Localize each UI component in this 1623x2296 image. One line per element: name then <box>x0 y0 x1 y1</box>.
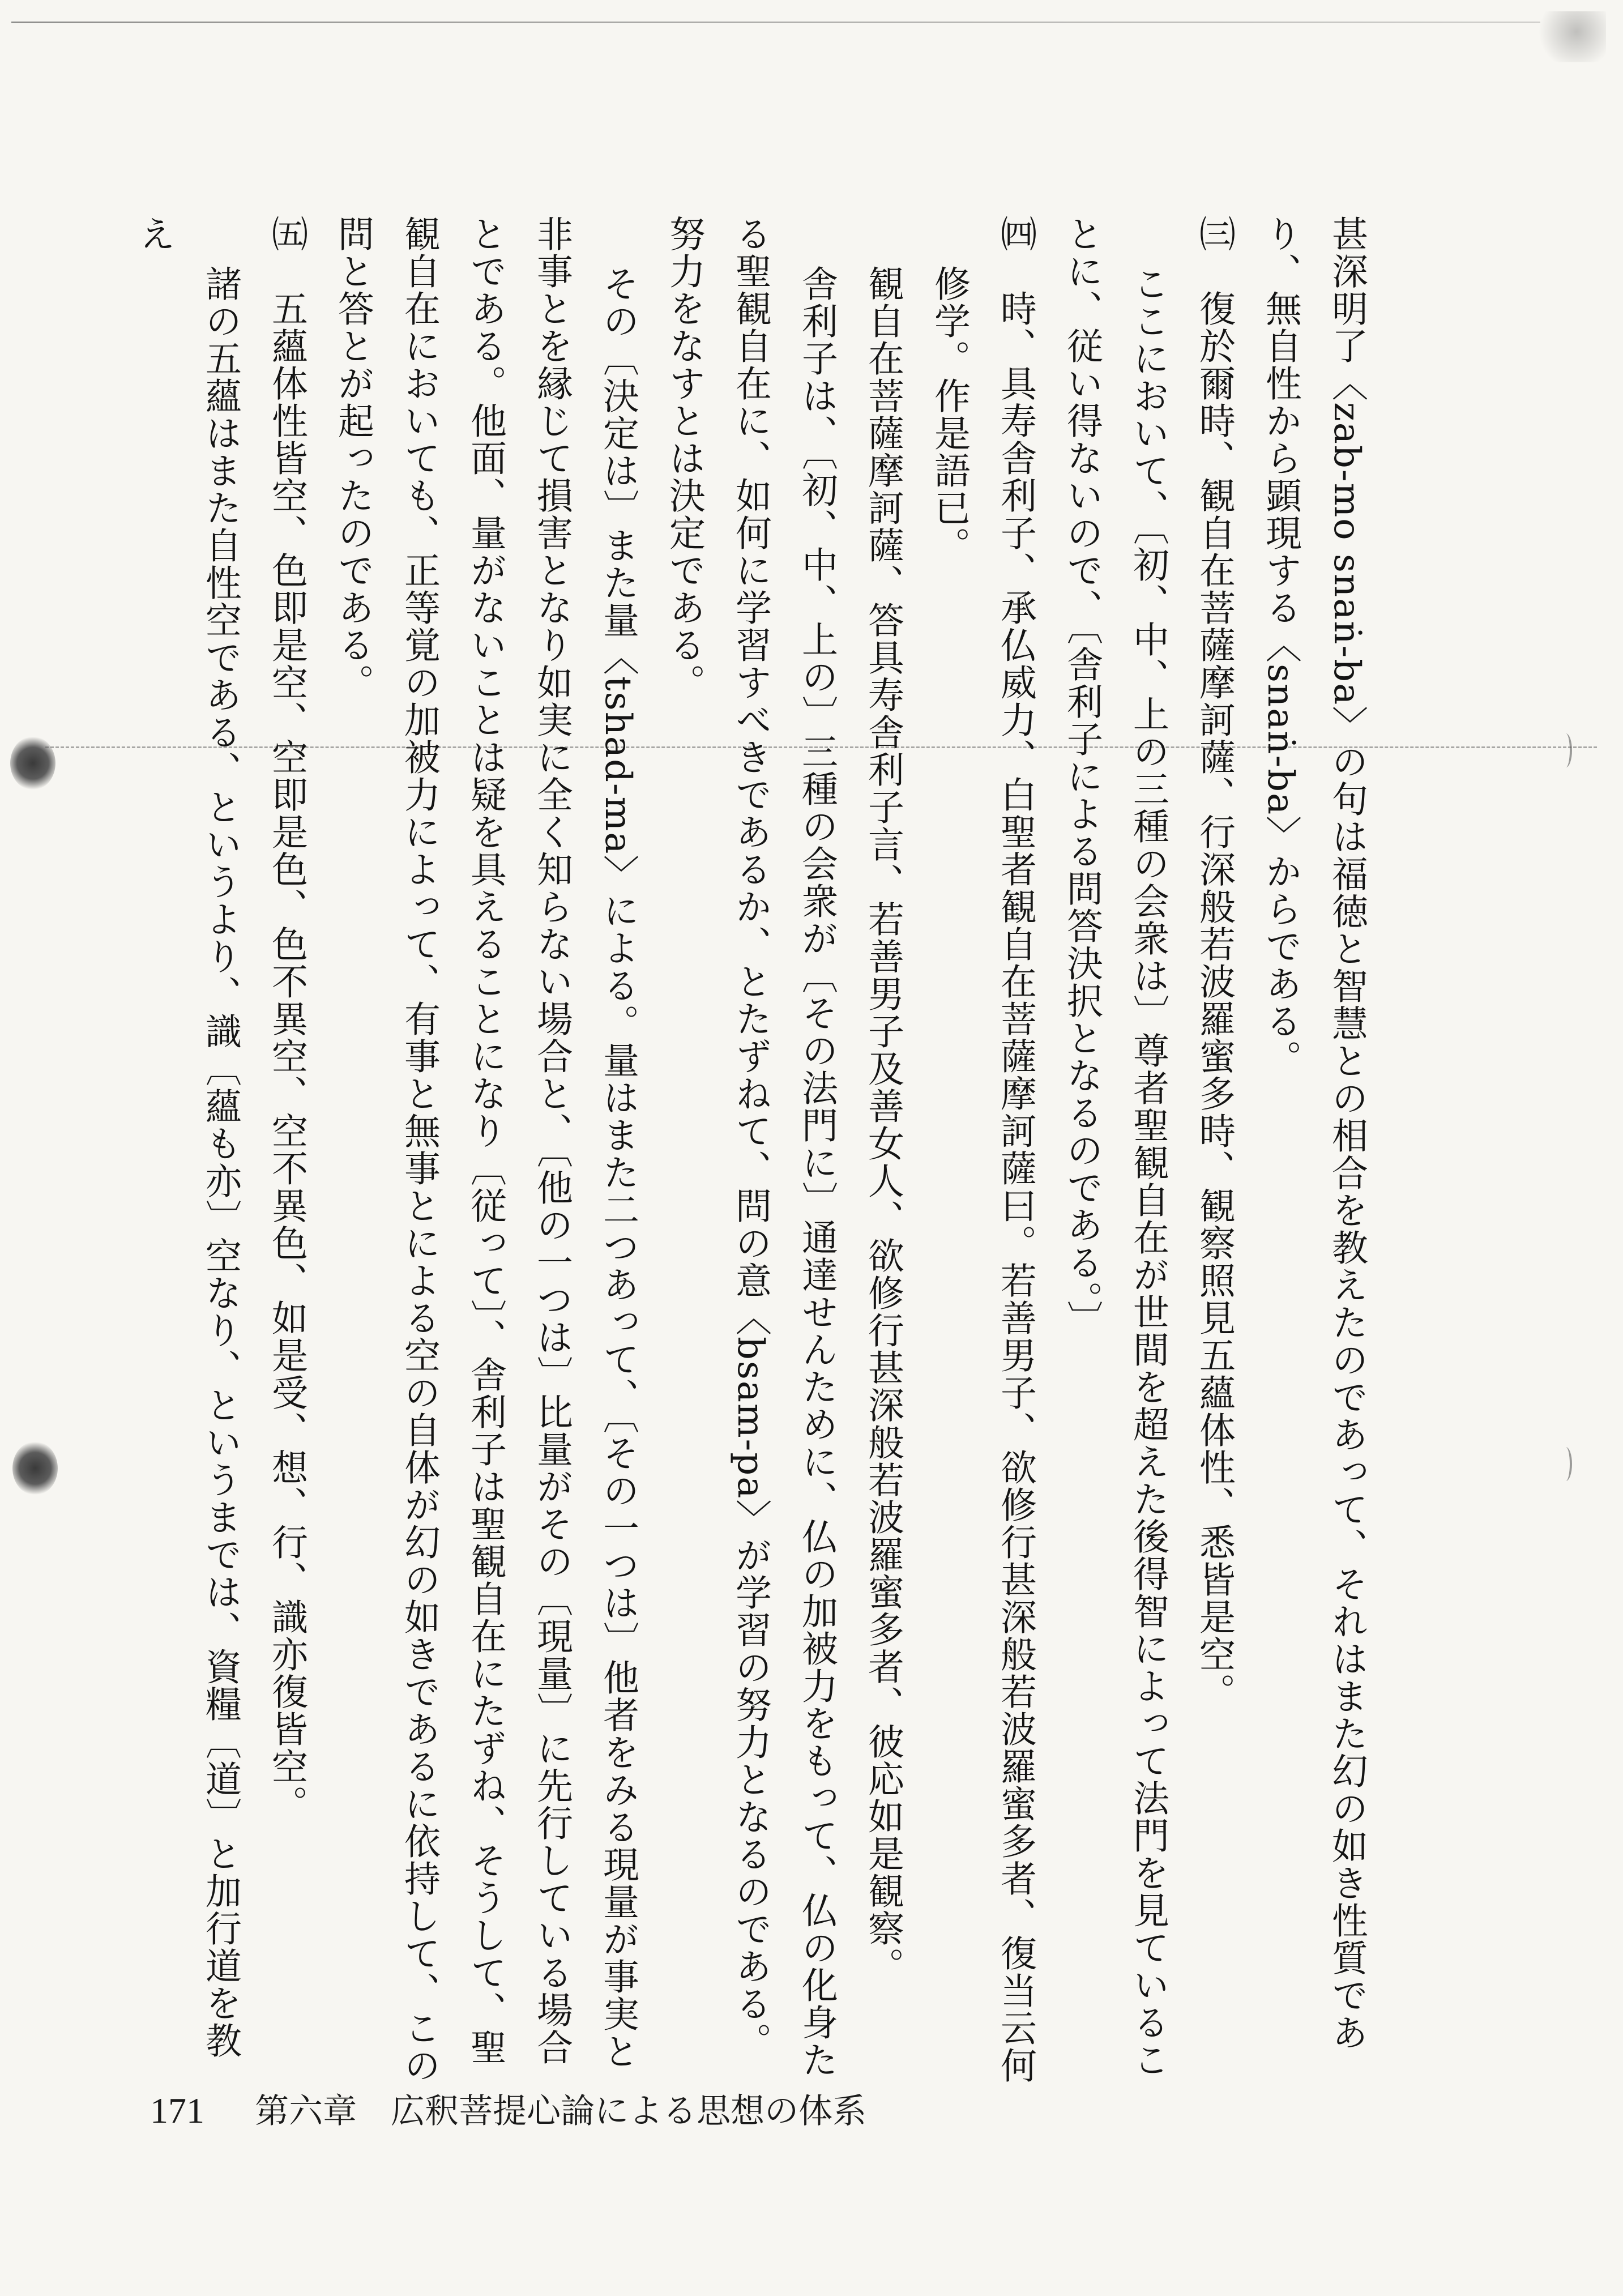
sutra-quote-4: ㈣ 時、具寿舎利子、承仏威力、白聖者観自在菩薩摩訶薩曰。若善男子、欲修行甚深般若波羅蜜多者、復当云何修学。作是語已。 <box>928 215 1036 2084</box>
page-number: 171 <box>150 2090 204 2131</box>
sutra-quote-4-continued: 観自在菩薩摩訶薩、答具寿舎利子言、若善男子及善女人、欲修行甚深般若波羅蜜多者、彼応如是観察。 <box>862 265 904 1985</box>
chapter-title: 第六章 広釈菩提心論による思想の体系 <box>255 2092 867 2131</box>
scan-edge-line <box>11 22 1540 23</box>
commentary-paragraph: その〔決定は〕また量〈tshad-ma〉による。量はまた二つあって、〔その一つは〕他者をみる現量が事実と非事とを縁じて損害となり如実に全く知らない場合と、〔他の一つは〕比量がその〔現量〕に先行している場合とである。他面、量がないことは疑を具えることになり〔従って〕、舎利子は聖観自在にたずね、そうして、聖観自在においても、正等覚の加被力によって、有事と無事とによる空の自体が幻の如きであるに依持して、この問と答とが起ったのである。 <box>332 215 639 2084</box>
scan-binding-hole-lower <box>12 1441 58 1495</box>
scan-mark-right-upper <box>1560 733 1572 767</box>
commentary-paragraph: ここにおいて、〔初、中、上の三種の会衆は〕尊者聖観自在が世間を超えた後得智によって法門を見ていることに、従い得ないので、〔舎利子による問答決択となるのである。〕 <box>1061 215 1169 2079</box>
scan-binding-hole-upper <box>10 736 55 790</box>
scan-corner-dust <box>1532 11 1606 62</box>
scan-mark-right-lower <box>1560 1447 1572 1481</box>
paragraph-continued: 甚深明了〈zab-mo snaṅ-ba〉の句は福徳と智慧との相合を教えたのであって、それはまた幻の如き性質であり、無自性から顕現する〈snaṅ-ba〉からである。 <box>1259 215 1368 2052</box>
sutra-quote-5: ㈤ 五蘊体性皆空、色即是空、空即是色、色不異空、空不異色、如是受、想、行、識亦復皆空。 <box>266 215 307 1823</box>
sutra-quote-3: ㈢ 復於爾時、観自在菩薩摩訶薩、行深般若波羅蜜多時、観察照見五蘊体性、悉皆是空。 <box>1193 215 1235 1710</box>
vertical-text-body <box>133 215 1379 2084</box>
page-footer <box>150 2084 866 2133</box>
commentary-paragraph: 諸の五蘊はまた自性空である、というより、識〔蘊も亦〕空なり、というまでは、資糧〔道〕と加行道を教え <box>133 215 241 2059</box>
commentary-paragraph: 舎利子は、〔初、中、上の〕三種の会衆が〔その法門に〕通達せんために、仏の加被力をもって、仏の化身たる聖観自在に、如何に学習すべきであるか、とたずねて、問の意〈bsam-pa〉が学習の努力となるのである。努力をなすとは決定である。 <box>663 215 838 2079</box>
